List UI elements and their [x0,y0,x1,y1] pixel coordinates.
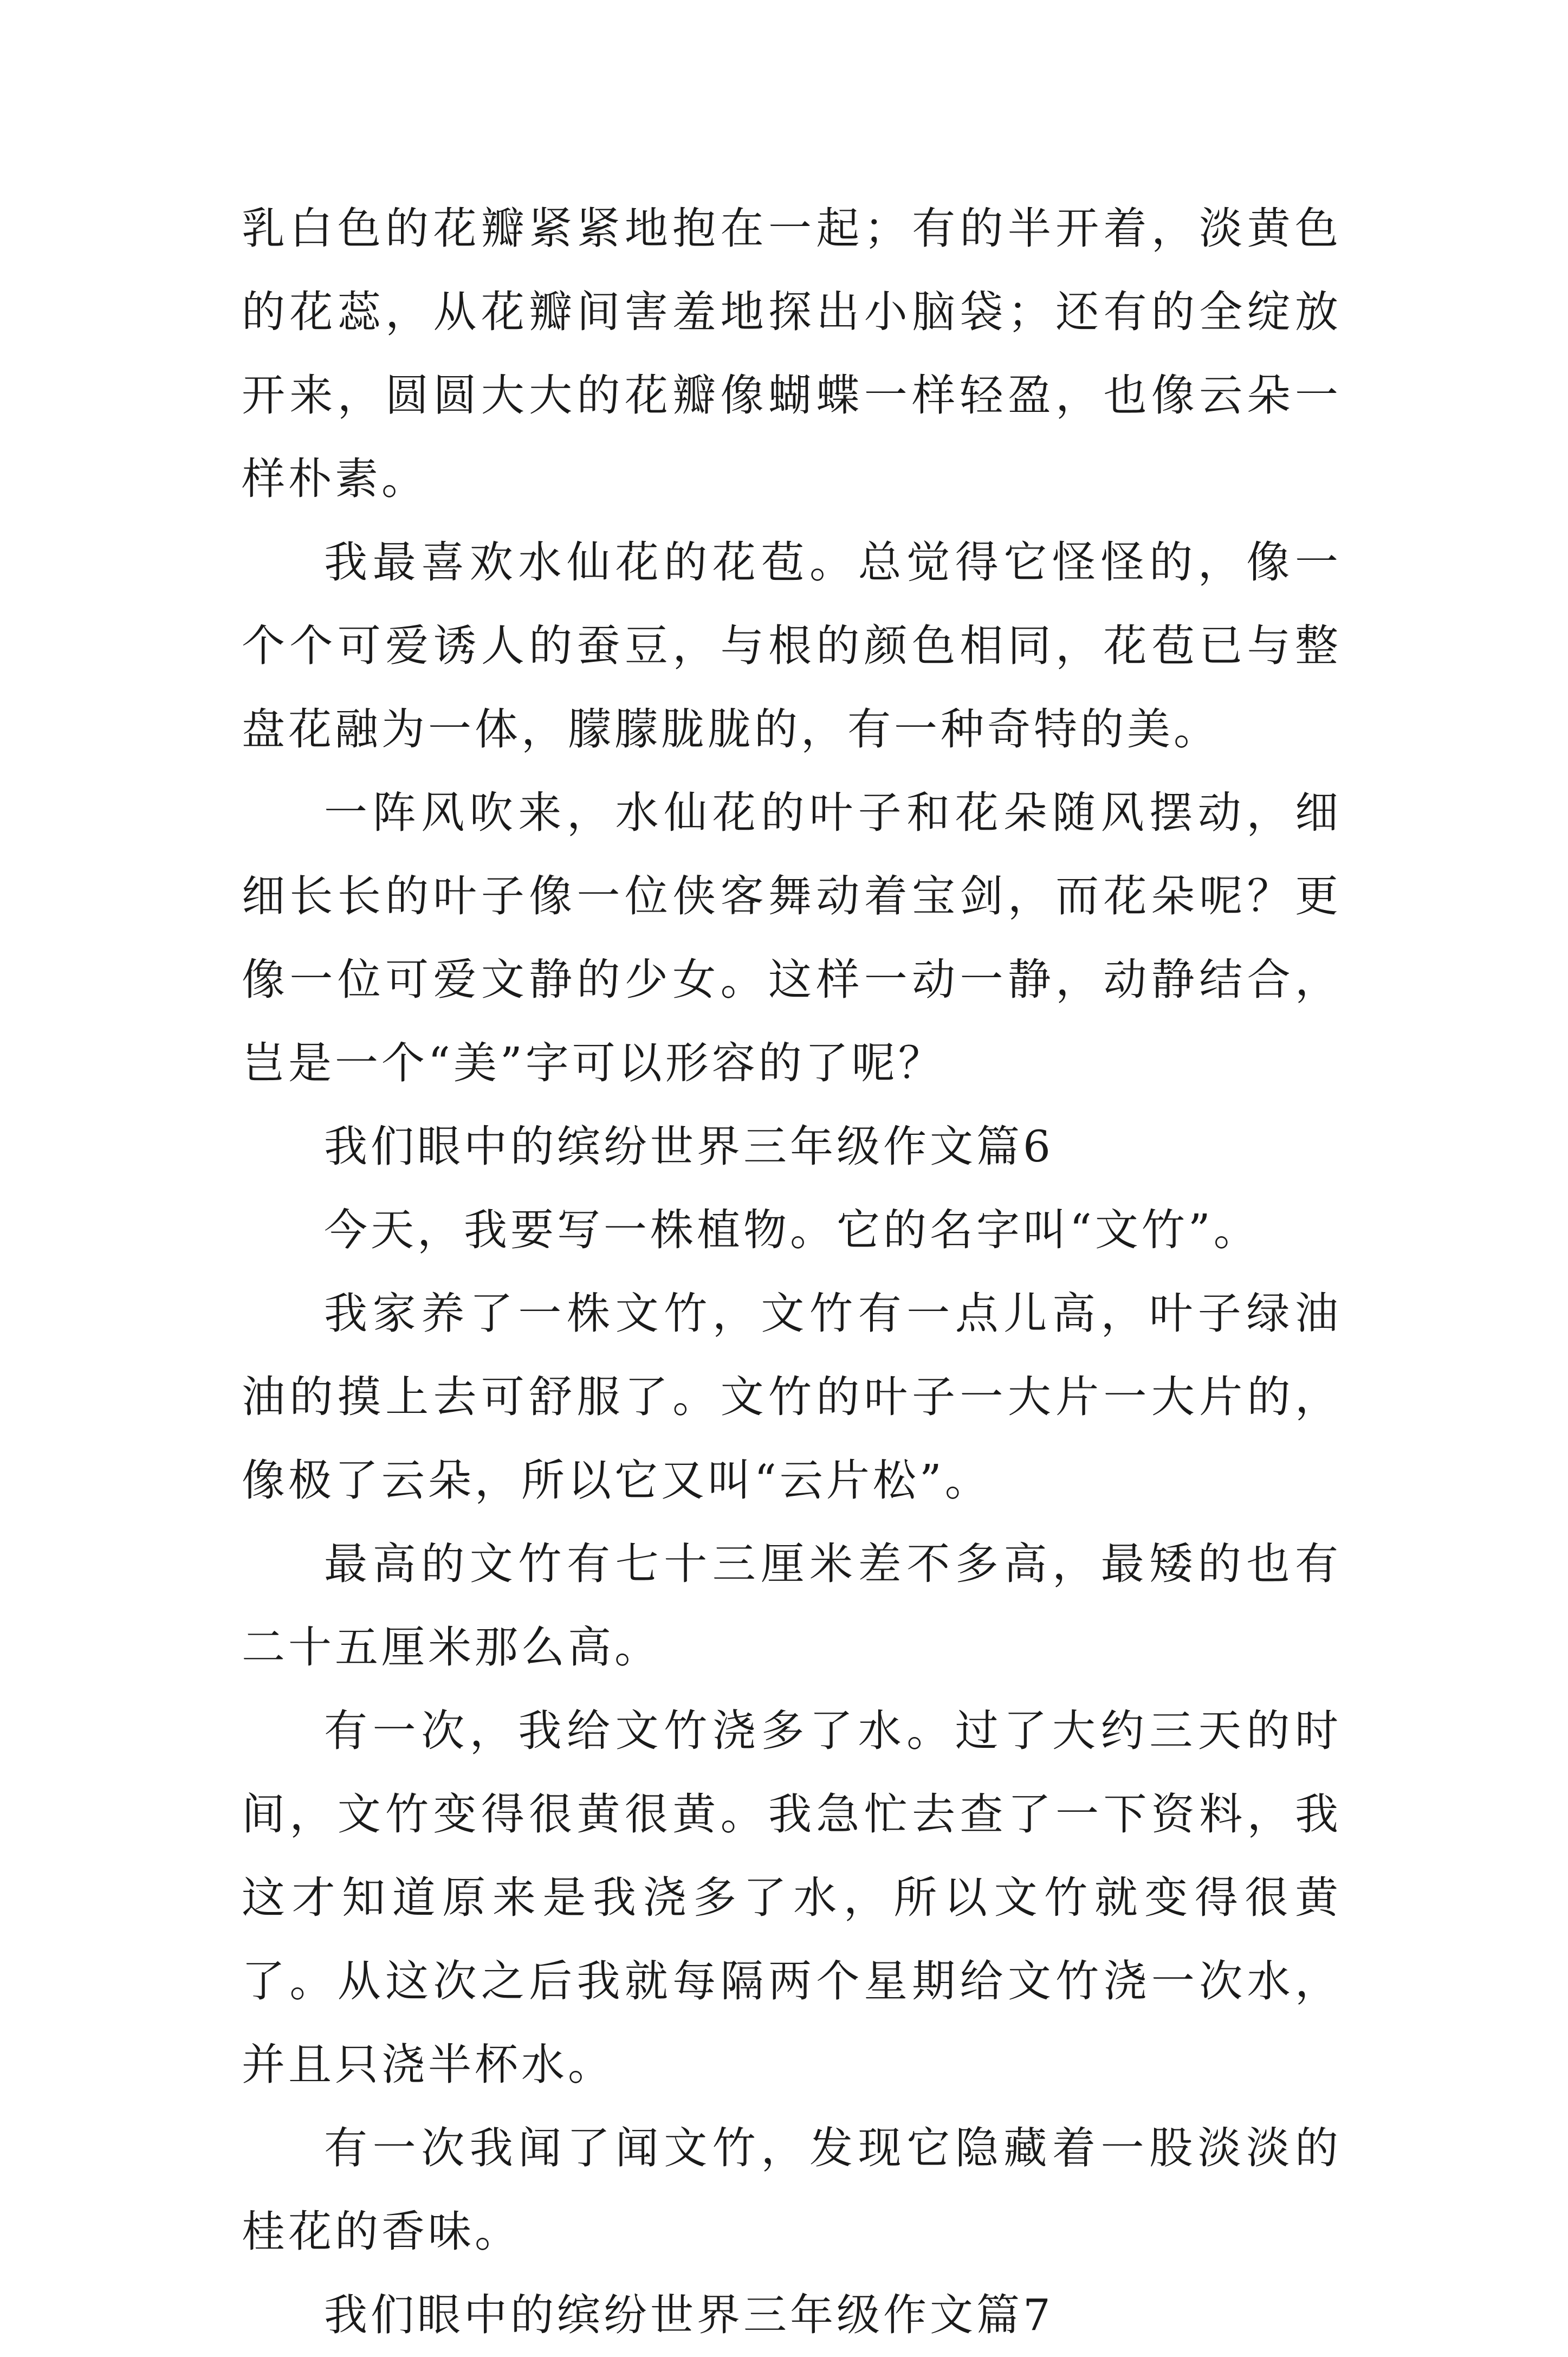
paragraph-1: 乳白色的花瓣紧紧地抱在一起；有的半开着，淡黄色的花蕊，从花瓣间害羞地探出小脑袋；还有的全绽放开来，圆圆大大的花瓣像蝴蝶一样轻盈，也像云朵一样朴素。 [242,203,1342,504]
paragraph-8: 有一次我闻了闻文竹，发现它隐藏着一股淡淡的桂花的香味。 [242,2123,1342,2257]
paragraph-6: 最高的文竹有七十三厘米差不多高，最矮的也有二十五厘米那么高。 [242,1539,1342,1672]
document-body [242,187,1342,2357]
paragraph-7: 有一次，我给文竹浇多了水。过了大约三天的时间，文竹变得很黄很黄。我急忙去查了一下资料，我这才知道原来是我浇多了水，所以文竹就变得很黄了。从这次之后我就每隔两个星期给文竹浇一次水，并且只浇半杯水。 [242,1706,1342,2090]
paragraph-5: 我家养了一株文竹，文竹有一点儿高，叶子绿油油的摸上去可舒服了。文竹的叶子一大片一大片的，像极了云朵，所以它又叫“云片松”。 [242,1288,1342,1506]
section-heading-6: 我们眼中的缤纷世界三年级作文篇6 [324,1121,1054,1172]
section-heading-7: 我们眼中的缤纷世界三年级作文篇7 [324,2290,1054,2340]
paragraph-2: 我最喜欢水仙花的花苞。总觉得它怪怪的，像一个个可爱诱人的蚕豆，与根的颜色相同，花苞已与整盘花融为一体，朦朦胧胧的，有一种奇特的美。 [242,537,1342,754]
paragraph-4: 今天，我要写一株植物。它的名字叫“文竹”。 [324,1205,1260,1255]
paragraph-3: 一阵风吹来，水仙花的叶子和花朵随风摆动，细细长长的叶子像一位侠客舞动着宝剑，而花朵呢？更像一位可爱文静的少女。这样一动一静，动静结合，岂是一个“美”字可以形容的了呢？ [242,787,1342,1088]
